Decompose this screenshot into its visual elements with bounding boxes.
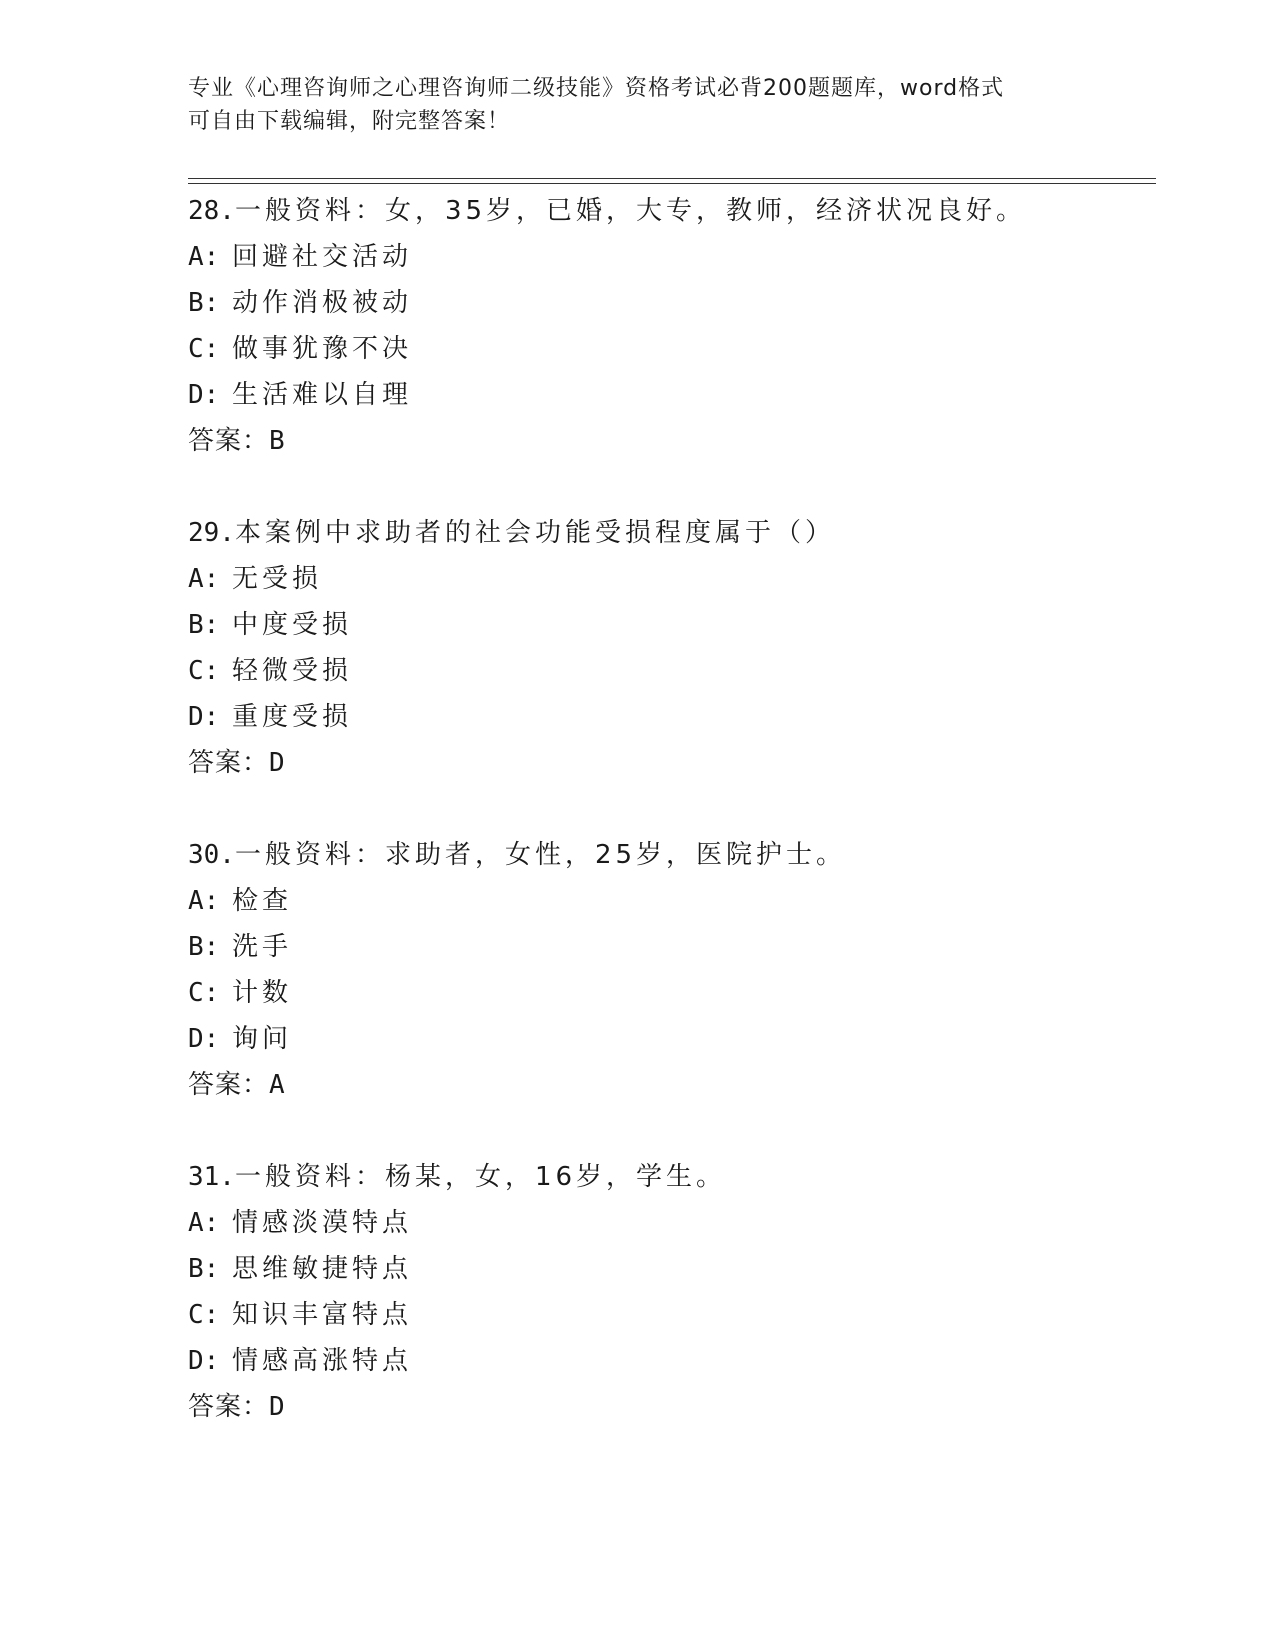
- question-number: 31.: [188, 1162, 235, 1192]
- option-text: 中度受损: [232, 610, 353, 640]
- option-b: [188, 924, 1156, 970]
- question-text: 一般资料：杨某，女，16岁，学生。: [234, 1162, 727, 1192]
- option-b: [188, 1246, 1156, 1292]
- option-key: A:: [188, 1208, 220, 1238]
- header-divider-top: [188, 178, 1156, 179]
- question-stem: [188, 188, 1156, 234]
- question-list: [188, 188, 1156, 1476]
- option-key: B:: [188, 1254, 220, 1284]
- option-key: D:: [188, 380, 220, 410]
- option-text: 计数: [232, 978, 293, 1008]
- question-31: [188, 1154, 1156, 1430]
- option-text: 洗手: [232, 932, 293, 962]
- option-key: B:: [188, 610, 220, 640]
- answer-line: [188, 1062, 1156, 1108]
- question-number: 29.: [188, 518, 235, 548]
- option-text: 重度受损: [232, 702, 353, 732]
- option-text: 情感淡漠特点: [232, 1208, 413, 1238]
- page-header: [188, 72, 1088, 138]
- option-key: B:: [188, 932, 220, 962]
- option-key: A:: [188, 242, 220, 272]
- option-d: [188, 1338, 1156, 1384]
- option-text: 询问: [232, 1024, 293, 1054]
- option-text: 无受损: [232, 564, 323, 594]
- question-text: 本案例中求助者的社会功能受损程度属于（）: [234, 518, 835, 548]
- option-text: 知识丰富特点: [232, 1300, 413, 1330]
- header-divider-bottom: [188, 183, 1156, 184]
- question-stem: [188, 510, 1156, 556]
- option-key: C:: [188, 1300, 220, 1330]
- option-key: A:: [188, 886, 220, 916]
- option-key: C:: [188, 334, 220, 364]
- answer-label: 答案：: [188, 1070, 270, 1100]
- option-text: 检查: [232, 886, 293, 916]
- option-b: [188, 280, 1156, 326]
- answer-line: [188, 740, 1156, 786]
- option-text: 轻微受损: [232, 656, 353, 686]
- answer-value: B: [269, 426, 286, 456]
- question-stem: [188, 832, 1156, 878]
- answer-label: 答案：: [188, 748, 270, 778]
- answer-value: D: [269, 748, 286, 778]
- answer-line: [188, 1384, 1156, 1430]
- option-key: C:: [188, 656, 220, 686]
- option-text: 动作消极被动: [232, 288, 413, 318]
- option-a: [188, 556, 1156, 602]
- question-29: [188, 510, 1156, 786]
- question-28: [188, 188, 1156, 464]
- option-d: [188, 1016, 1156, 1062]
- option-text: 情感高涨特点: [232, 1346, 413, 1376]
- answer-value: A: [269, 1070, 286, 1100]
- question-text: 一般资料：女，35岁，已婚，大专，教师，经济状况良好。: [234, 196, 1027, 226]
- option-c: [188, 1292, 1156, 1338]
- option-d: [188, 372, 1156, 418]
- option-a: [188, 878, 1156, 924]
- question-number: 30.: [188, 840, 235, 870]
- option-c: [188, 648, 1156, 694]
- option-text: 做事犹豫不决: [232, 334, 413, 364]
- answer-line: [188, 418, 1156, 464]
- option-d: [188, 694, 1156, 740]
- option-b: [188, 602, 1156, 648]
- question-30: [188, 832, 1156, 1108]
- option-a: [188, 1200, 1156, 1246]
- option-key: D:: [188, 1024, 220, 1054]
- option-key: D:: [188, 1346, 220, 1376]
- option-key: D:: [188, 702, 220, 732]
- header-line-1: 专业《心理咨询师之心理咨询师二级技能》资格考试必背200题题库，word格式: [188, 76, 1005, 101]
- question-text: 一般资料：求助者，女性，25岁，医院护士。: [234, 840, 847, 870]
- question-stem: [188, 1154, 1156, 1200]
- option-c: [188, 326, 1156, 372]
- option-text: 回避社交活动: [232, 242, 413, 272]
- option-key: A:: [188, 564, 220, 594]
- answer-value: D: [269, 1392, 286, 1422]
- option-text: 思维敏捷特点: [232, 1254, 413, 1284]
- option-c: [188, 970, 1156, 1016]
- header-line-2: 可自由下载编辑，附完整答案！: [188, 109, 511, 134]
- question-number: 28.: [188, 196, 235, 226]
- option-key: C:: [188, 978, 220, 1008]
- answer-label: 答案：: [188, 1392, 270, 1422]
- option-key: B:: [188, 288, 220, 318]
- option-a: [188, 234, 1156, 280]
- option-text: 生活难以自理: [232, 380, 413, 410]
- answer-label: 答案：: [188, 426, 270, 456]
